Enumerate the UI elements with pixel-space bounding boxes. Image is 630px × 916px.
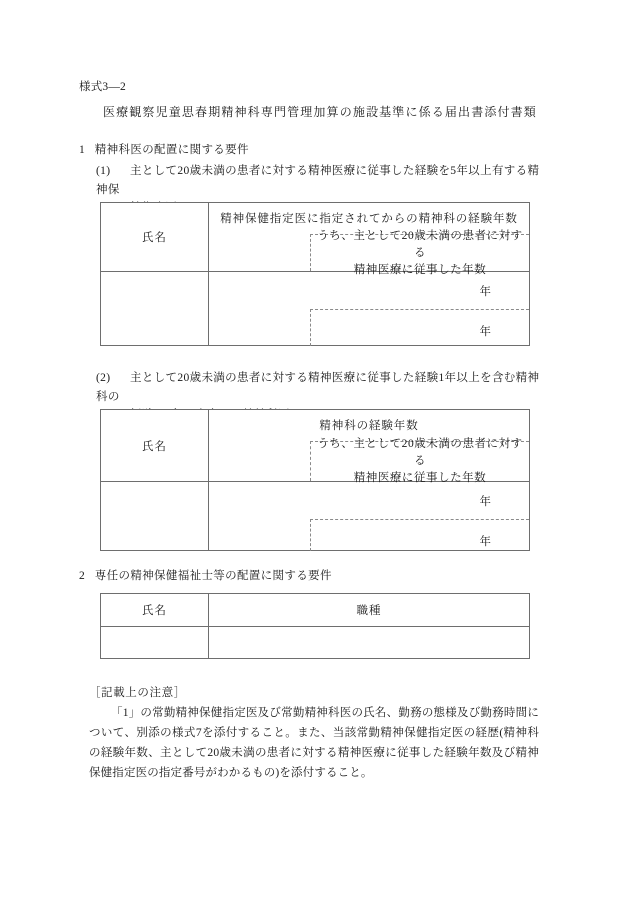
column-header-name: 氏名 xyxy=(101,594,209,626)
cell-experience-area xyxy=(209,482,529,551)
section-2-heading xyxy=(79,567,332,583)
subsection-1-text-line1: 主として20歳未満の患者に対する精神医療に従事した経験を5年以上有する精神保 xyxy=(96,165,540,196)
column-header-name: 氏名 xyxy=(101,203,209,271)
cell-name-input[interactable] xyxy=(101,627,209,658)
table-header-row xyxy=(101,410,529,482)
column-header-job-type xyxy=(209,594,529,626)
column-header-name: 氏名 xyxy=(101,410,209,481)
cell-sub-experience-box[interactable] xyxy=(310,519,529,551)
cell-job-type-input[interactable] xyxy=(209,627,529,658)
form-number: 様式3—2 xyxy=(79,81,126,93)
table-header-row xyxy=(101,594,529,627)
column-subheader-text xyxy=(311,228,529,279)
column-subheader-text xyxy=(311,436,529,487)
section-1-number: 1 xyxy=(79,144,86,156)
column-subheader-line2: 精神医療に従事した年数 xyxy=(353,263,487,276)
table-psychiatrist-general xyxy=(100,409,530,551)
table-row xyxy=(101,272,529,346)
subsection-2-label: (2) xyxy=(96,372,111,384)
column-header-job-type-label: 職種 xyxy=(356,605,382,617)
cell-experience-area xyxy=(209,272,529,346)
column-subheader-box xyxy=(310,229,529,276)
table-row xyxy=(101,627,529,658)
section-2-title: 専任の精神保健福祉士等の配置に関する要件 xyxy=(94,570,332,582)
unit-label-year-lower: 年 xyxy=(479,536,491,548)
table-row xyxy=(101,482,529,551)
table-psychiatrist-designated xyxy=(100,202,530,346)
column-subheader-line1: うち、主として20歳未満の患者に対する xyxy=(317,438,523,467)
column-subheader-line1: うち、主として20歳未満の患者に対する xyxy=(317,229,523,259)
unit-label-year-upper: 年 xyxy=(479,496,491,508)
section-1-title: 精神科医の配置に関する要件 xyxy=(94,144,249,156)
table-header-row xyxy=(101,203,529,276)
column-subheader-box xyxy=(310,438,529,484)
subsection-2-text-line1: 主として20歳未満の患者に対する精神医療に従事した経験1年以上を含む精神科の xyxy=(96,372,540,403)
column-header-experience-label: 精神科の経験年数 xyxy=(319,420,419,432)
section-2-number: 2 xyxy=(79,570,86,582)
subsection-1-label: (1) xyxy=(96,165,111,177)
notes-body: 「1」の常勤精神保健指定医及び常勤精神科医の氏名、勤務の態様及び勤務時間について、別添の様式7を添付すること。また、当該常勤精神保健指定医の経歴(精神科の経験年数、主として20歳未満の患者に対する精神医療に従事した経験年数及び精神保健指定医の指定番号がわかるもの)を添付すること。 xyxy=(89,707,539,779)
column-header-experience xyxy=(209,410,529,484)
column-header-experience xyxy=(209,203,529,276)
column-header-experience-label: 精神保健指定医に指定されてからの精神科の経験年数 xyxy=(220,213,518,225)
cell-sub-experience-box[interactable] xyxy=(310,309,529,346)
column-subheader-line2: 精神医療に従事した年数 xyxy=(353,472,487,484)
unit-label-year-upper: 年 xyxy=(479,286,491,298)
notes-section xyxy=(89,683,539,783)
cell-name-input[interactable] xyxy=(101,482,209,551)
unit-label-year-lower: 年 xyxy=(479,326,491,338)
table-social-worker xyxy=(100,593,530,659)
document-title: 医療観察児童思春期精神科専門管理加算の施設基準に係る届出書添付書類 xyxy=(103,105,537,119)
cell-name-input[interactable] xyxy=(101,272,209,346)
section-1-heading xyxy=(79,141,249,157)
notes-title: ［記載上の注意］ xyxy=(89,687,186,699)
